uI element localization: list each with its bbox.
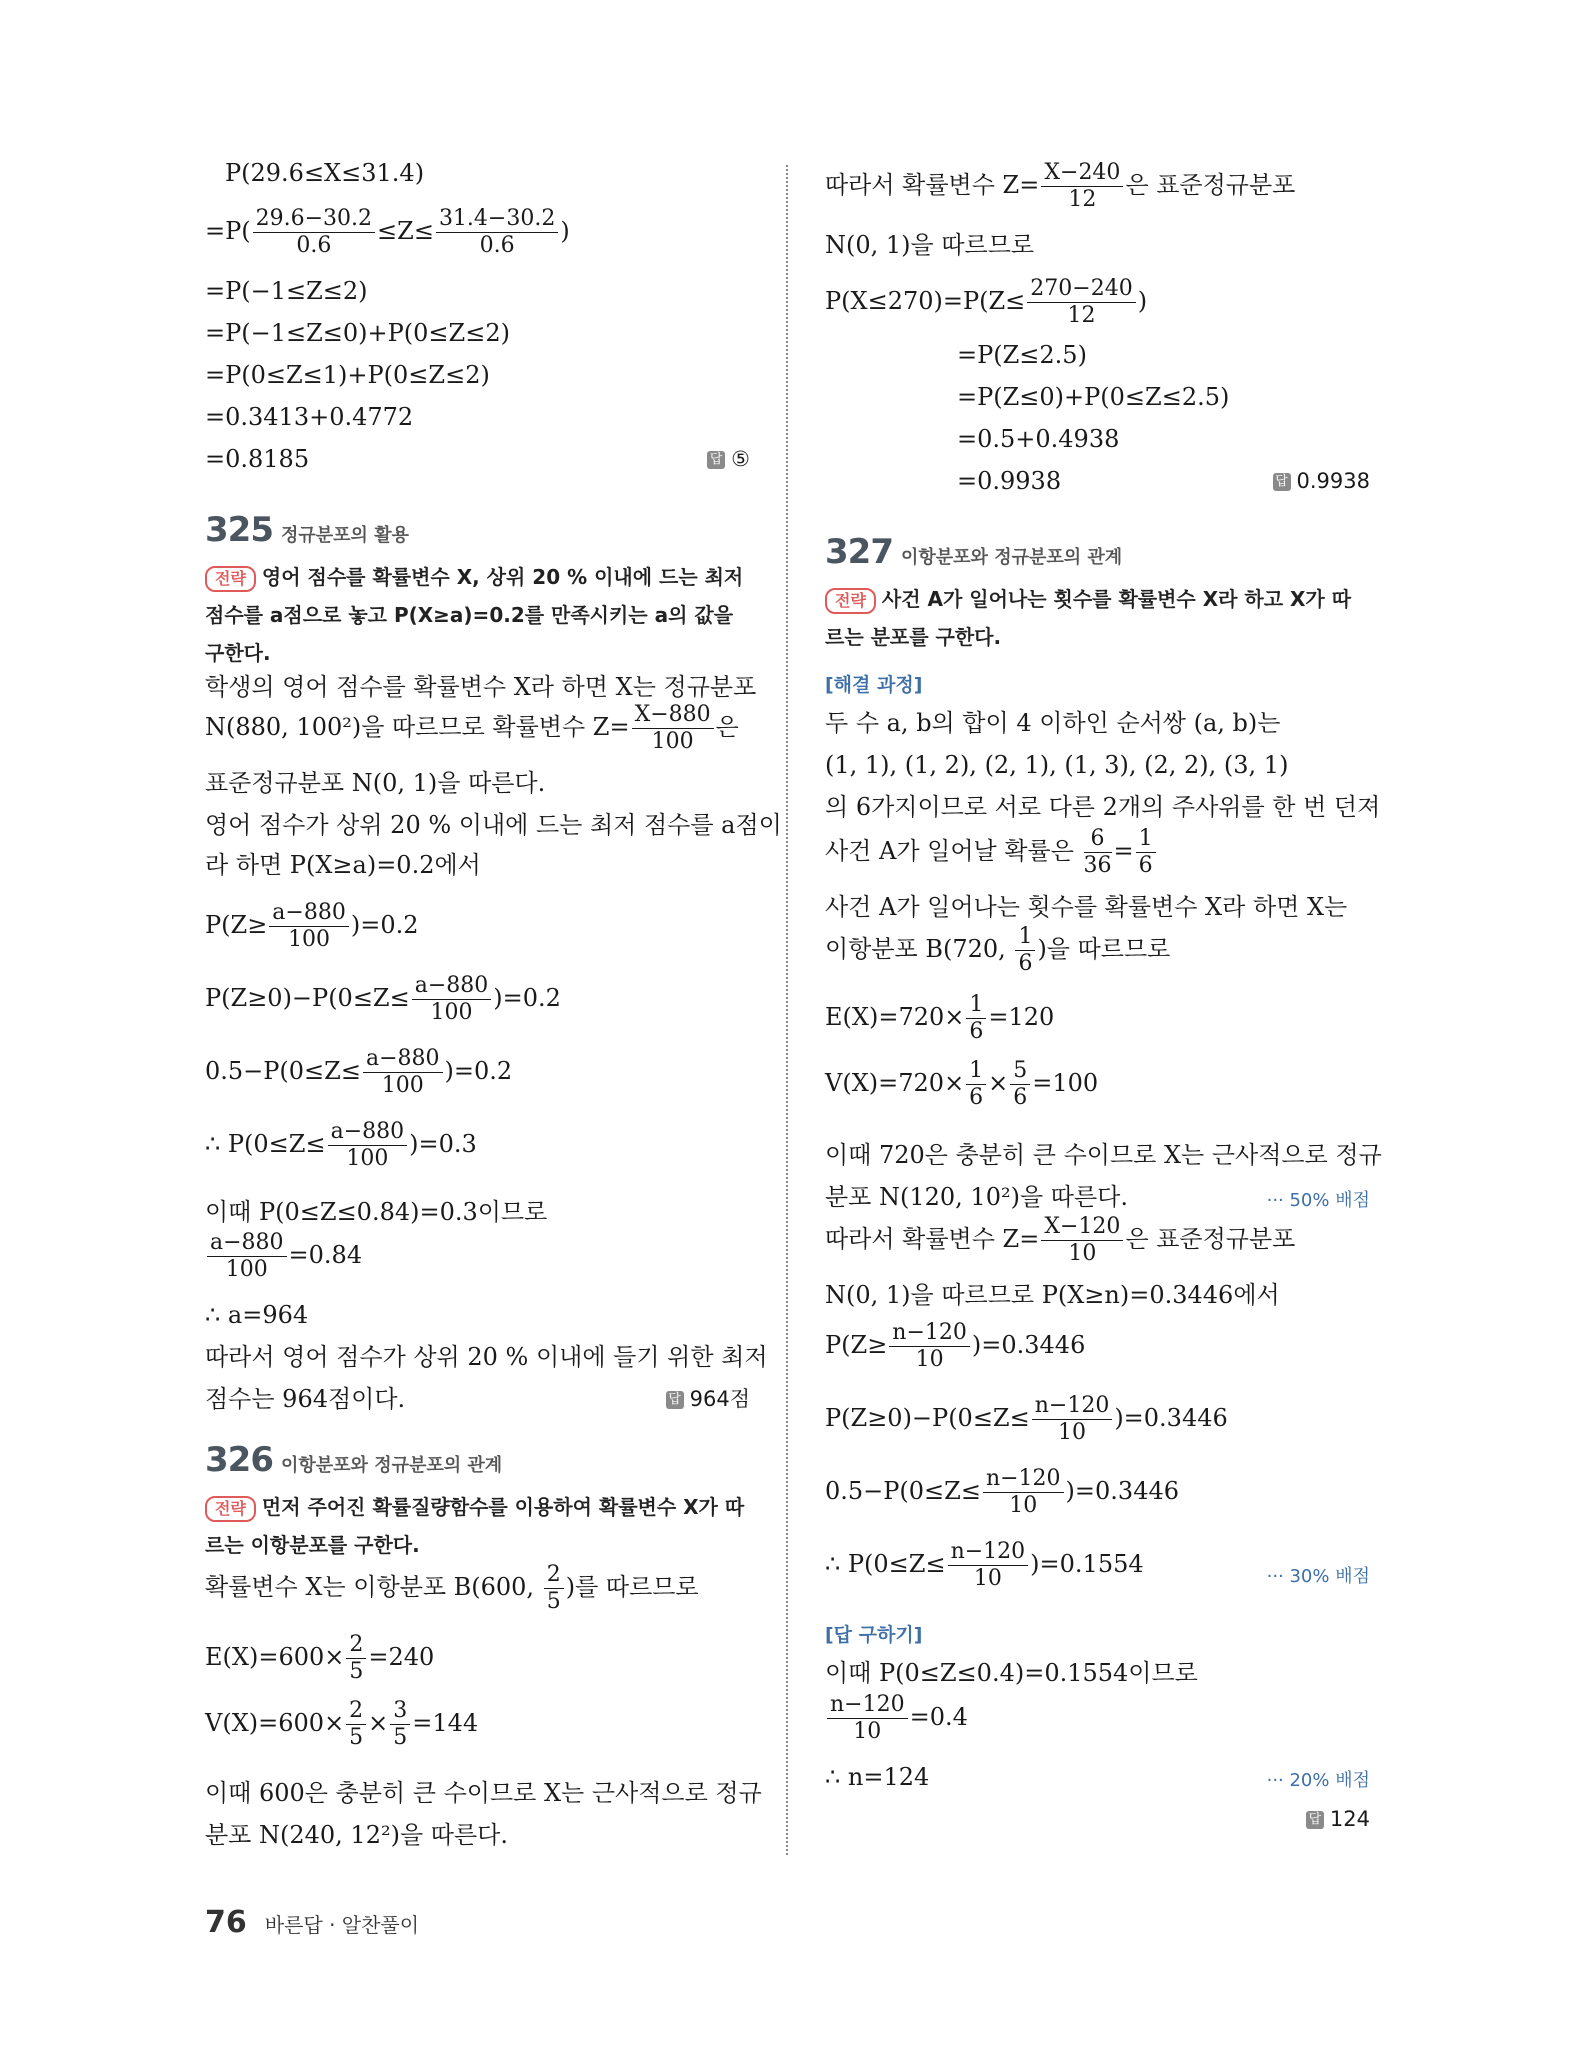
eq-line: =P(Z≤2.5) [957,341,1087,369]
problem-heading-327: 327 이항분포와 정규분포의 관계 [825,532,1123,572]
text-line: 라 하면 P(X≥a)=0.2에서 [205,851,481,879]
eq-line: =P(Z≤0)+P(0≤Z≤2.5) [957,383,1230,411]
eq-line: P(29.6≤X≤31.4) [225,159,425,187]
text-line: (1, 1), (1, 2), (2, 1), (1, 3), (2, 2), (3, 1) [825,751,1289,779]
eq-line: =P(0≤Z≤1)+P(0≤Z≤2) [205,361,490,389]
text-line: N(0, 1)을 따르므로 [825,231,1035,259]
text-line: 영어 점수가 상위 20 % 이내에 드는 최저 점수를 a점이 [205,811,782,839]
text-line: 사건 A가 일어날 확률은 $\frac{6}{36}$ = $\frac{1}{6}$ [825,826,1158,879]
text-line: 분포 N(120, 10²)을 따른다. [825,1183,1128,1211]
strategy-325: 전략 영어 점수를 확률변수 X, 상위 20 % 이내에 드는 최저 점수를 a점으로 놓고 P(X≥a)=0.2를 만족시키는 a의 값을 구한다. [205,565,744,665]
problem-heading-326: 326 이항분포와 정규분포의 관계 [205,1440,503,1480]
eq-line: P(X≤270)=P(Z≤ $\frac{270-240}{12}$ ) [825,276,1148,328]
book-title: 바른답 · 알찬풀이 [264,1913,420,1937]
answer-mark: 답 0.9938 [1273,466,1370,496]
text-line: 학생의 영어 점수를 확률변수 X라 하면 X는 정규분포 [205,673,757,701]
text-line: 이때 P(0≤Z≤0.4)=0.1554이므로 [825,1659,1198,1687]
text-line: 의 6가지이므로 서로 다른 2개의 주사위를 한 번 던져 [825,793,1381,821]
eq-line: =0.9938 [957,467,1062,495]
text-line: 이항분포 B(720, $\frac{1}{6}$ )을 따르므로 [825,924,1171,976]
problem-heading-325: 325 정규분포의 활용 [205,510,409,550]
answer-icon: 답 [1306,1811,1324,1829]
eq-line: =P(−1≤Z≤2) [205,277,368,305]
eq-line: =0.8185 [205,445,310,473]
eq-line: 0.5−P(0≤Z≤ $\frac{a-880}{100}$ )=0.2 [205,1046,513,1098]
answer-mark: 답 ⑤ [707,444,750,474]
answer-mark: 답 964점 [666,1384,750,1414]
eq-line: P(Z≥0)−P(0≤Z≤ $\frac{n-120}{10}$ )=0.3446 [825,1393,1228,1445]
page-footer [205,1905,419,1940]
text-line: 따라서 확률변수 Z= $\frac{X-120}{10}$ 은 표준정규분포 [825,1214,1296,1266]
eq-line: $\frac{a-880}{100}$ =0.84 [205,1230,362,1283]
strategy-326: 전략 먼저 주어진 확률질량함수를 이용하여 확률변수 X가 따르는 이항분포를 구한다. [205,1495,745,1557]
section-label-answer: [답 구하기] [825,1624,923,1646]
text-line: 이때 P(0≤Z≤0.84)=0.3이므로 [205,1198,548,1226]
eq-line: E(X)=600× $\frac{2}{5}$ =240 [205,1632,435,1684]
eq-line: V(X)=600× $\frac{2}{5}$ × $\frac{3}{5}$ =144 [205,1698,479,1750]
text-line: N(0, 1)을 따르므로 P(X≥n)=0.3446에서 [825,1281,1280,1309]
answer-icon: 답 [666,1391,684,1409]
answer-icon: 답 [707,451,725,469]
eq-line: =0.5+0.4938 [957,425,1120,453]
eq-line: ∴ P(0≤Z≤ $\frac{a-880}{100}$ )=0.3 [205,1119,477,1171]
text-line: 표준정규분포 N(0, 1)을 따른다. [205,769,546,797]
score-mark: ··· 30% 배점 [1266,1566,1370,1587]
text-line: 이때 720은 충분히 큰 수이므로 X는 근사적으로 정규 [825,1141,1382,1169]
eq-line: $\frac{n-120}{10}$ =0.4 [825,1692,968,1745]
score-mark: ··· 50% 배점 [1266,1190,1370,1211]
text-line: 확률변수 X는 이항분포 B(600, $\frac{2}{5}$ )를 따르므로 [205,1562,699,1614]
eq-line: V(X)=720× $\frac{1}{6}$ × $\frac{5}{6}$ =100 [825,1058,1099,1110]
text-line: 점수는 964점이다. [205,1385,406,1413]
strategy-327: 전략 사건 A가 일어나는 횟수를 확률변수 X라 하고 X가 따르는 분포를 구한다. [825,587,1352,649]
section-label-solution: [해결 과정] [825,674,923,696]
text-line: 분포 N(240, 12²)을 따른다. [205,1821,508,1849]
eq-line: P(Z≥0)−P(0≤Z≤ $\frac{a-880}{100}$ )=0.2 [205,973,561,1025]
text-line: 두 수 a, b의 합이 4 이하인 순서쌍 (a, b)는 [825,709,1281,737]
score-mark: ··· 20% 배점 [1266,1770,1370,1791]
answer-mark: 답 124 [1306,1804,1370,1834]
column-divider [786,165,788,1855]
eq-line: P(Z≥ $\frac{a-880}{100}$ )=0.2 [205,900,419,952]
eq-line: ∴ P(0≤Z≤ $\frac{n-120}{10}$ )=0.1554 [825,1539,1144,1591]
text-line: 따라서 영어 점수가 상위 20 % 이내에 들기 위한 최저 [205,1343,768,1371]
eq-line: =P( $\frac{29.6-30.2}{0.6}$ ≤Z≤ $\frac{31.4-30.2}{0.6}$ ) [205,206,570,258]
eq-line: =0.3413+0.4772 [205,403,414,431]
eq-line: E(X)=720× $\frac{1}{6}$ =120 [825,992,1055,1044]
text-line: 따라서 확률변수 Z= $\frac{X-240}{12}$ 은 표준정규분포 [825,160,1296,212]
text-line: N(880, 100²)을 따르므로 확률변수 Z= $\frac{X-880}{100}$ 은 [205,702,739,754]
eq-line: =P(−1≤Z≤0)+P(0≤Z≤2) [205,319,510,347]
text-line: 이때 600은 충분히 큰 수이므로 X는 근사적으로 정규 [205,1779,762,1807]
text-line: 사건 A가 일어나는 횟수를 확률변수 X라 하면 X는 [825,893,1348,921]
eq-line: P(Z≥ $\frac{n-120}{10}$ )=0.3446 [825,1320,1086,1372]
eq-line: ∴ a=964 [205,1301,309,1329]
eq-line: 0.5−P(0≤Z≤ $\frac{n-120}{10}$ )=0.3446 [825,1466,1179,1518]
answer-icon: 답 [1273,473,1291,491]
page-number: 76 [205,1905,247,1940]
eq-line: ∴ n=124 [825,1763,930,1791]
